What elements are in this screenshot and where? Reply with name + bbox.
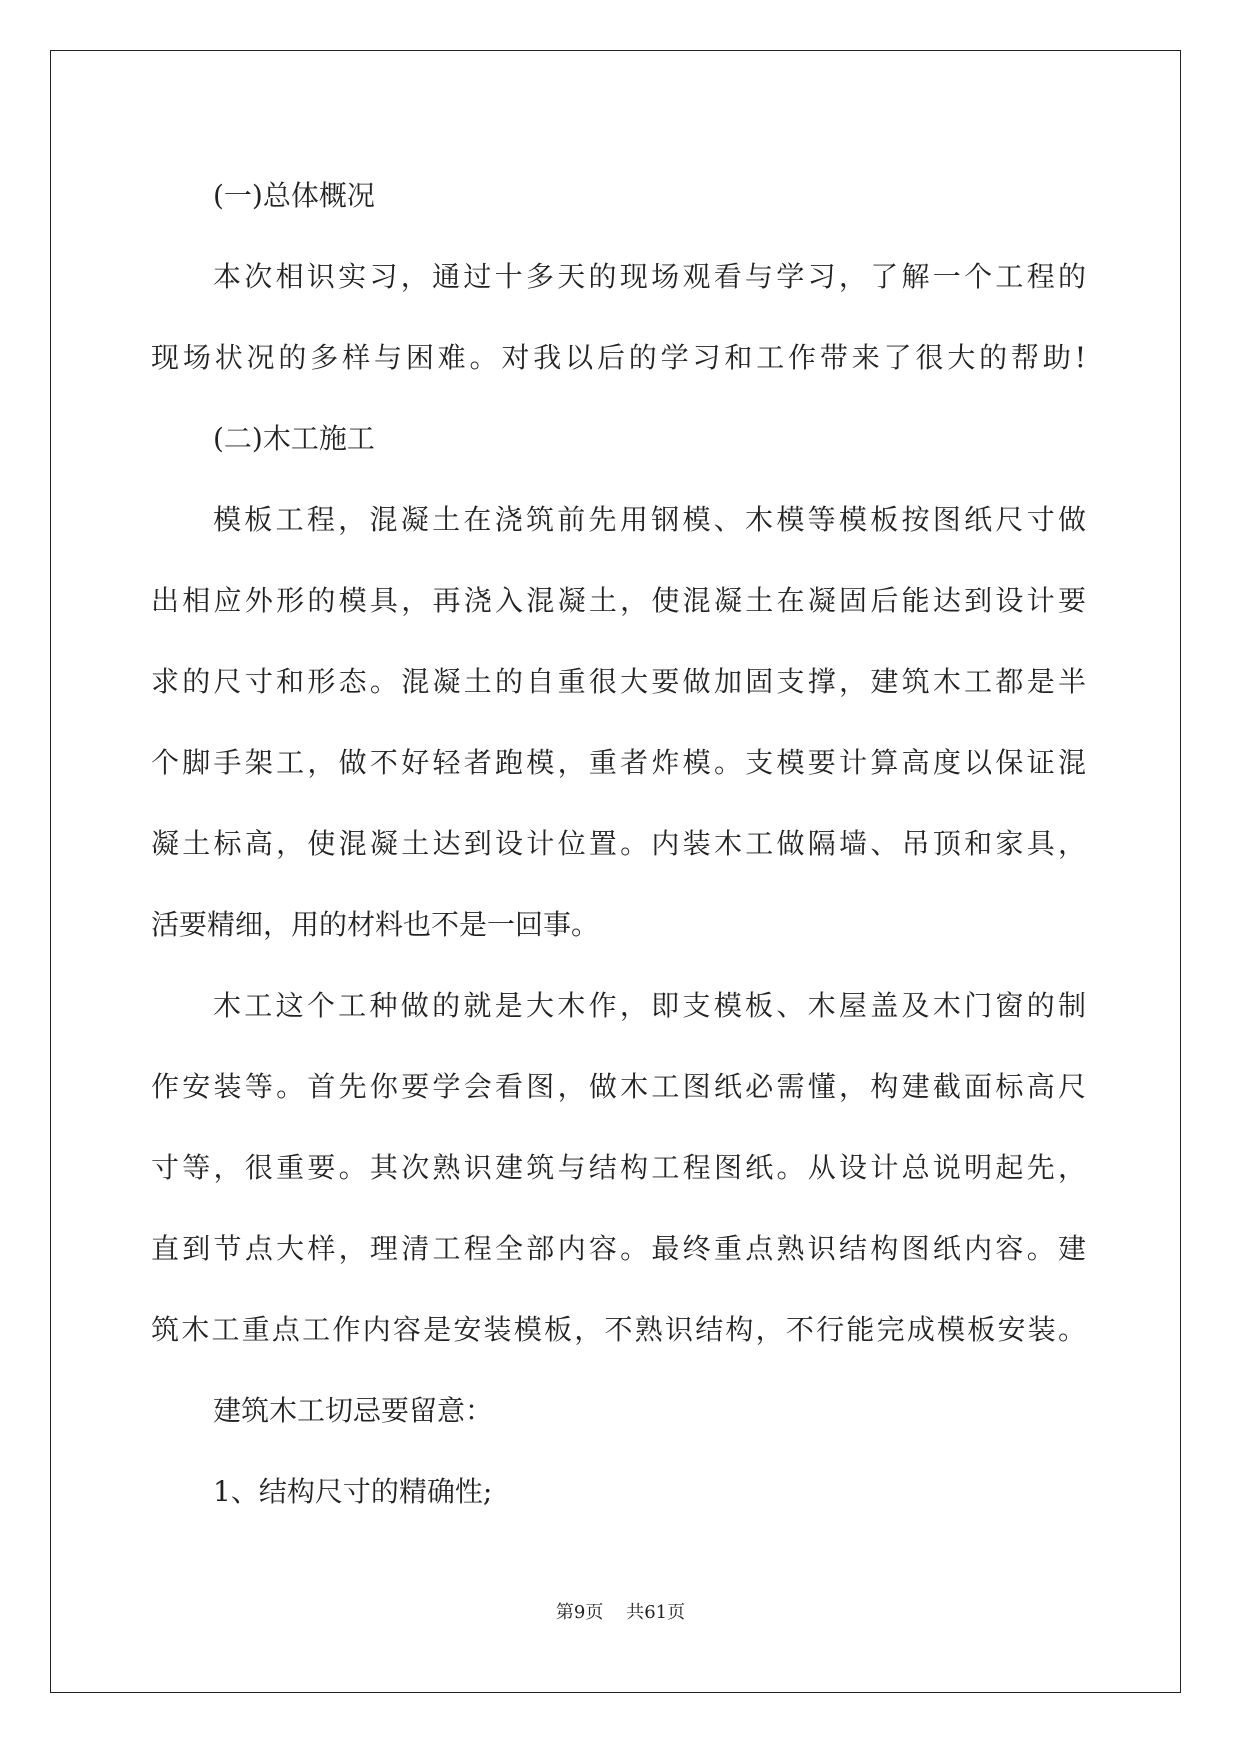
page-total: 共61页 — [626, 1602, 686, 1623]
paragraph-line: 木工这个工种做的就是大木作，即支模板、木屋盖及木门窗的制 — [213, 989, 1086, 1022]
paragraph-line: 建筑木工切忌要留意： — [213, 1394, 494, 1427]
paragraph-line: 模板工程，混凝土在浇筑前先用钢模、木模等模板按图纸尺寸做 — [213, 503, 1086, 536]
page-number: 第9页 — [555, 1602, 604, 1623]
section-heading-overview: (一)总体概况 — [213, 179, 375, 212]
paragraph-line: 本次相识实习，通过十多天的现场观看与学习，了解一个工程的 — [213, 260, 1086, 293]
paragraph-line: 个脚手架工，做不好轻者跑模，重者炸模。支模要计算高度以保证混 — [151, 746, 1086, 779]
list-item: 1、结构尺寸的精确性; — [213, 1475, 493, 1508]
paragraph-line: 寸等，很重要。其次熟识建筑与结构工程图纸。从设计总说明起先， — [151, 1151, 1086, 1184]
paragraph-line: 作安装等。首先你要学会看图，做木工图纸必需懂，构建截面标高尺 — [151, 1070, 1086, 1103]
paragraph-line: 现场状况的多样与困难。对我以后的学习和工作带来了很大的帮助! — [151, 341, 1086, 374]
paragraph-line: 凝土标高，使混凝土达到设计位置。内装木工做隔墙、吊顶和家具， — [151, 827, 1086, 860]
paragraph-line: 活要精细，用的材料也不是一回事。 — [151, 908, 600, 941]
paragraph-line: 出相应外形的模具，再浇入混凝土，使混凝土在凝固后能达到设计要 — [151, 584, 1086, 617]
paragraph-line: 求的尺寸和形态。混凝土的自重很大要做加固支撑，建筑木工都是半 — [151, 665, 1086, 698]
paragraph-line: 筑木工重点工作内容是安装模板，不熟识结构，不行能完成模板安装。 — [151, 1313, 1086, 1346]
paragraph-line: 直到节点大样，理清工程全部内容。最终重点熟识结构图纸内容。建 — [151, 1232, 1086, 1265]
page-footer — [0, 1598, 1241, 1624]
section-heading-carpentry: (二)木工施工 — [213, 422, 375, 455]
document-body — [151, 155, 1086, 1532]
